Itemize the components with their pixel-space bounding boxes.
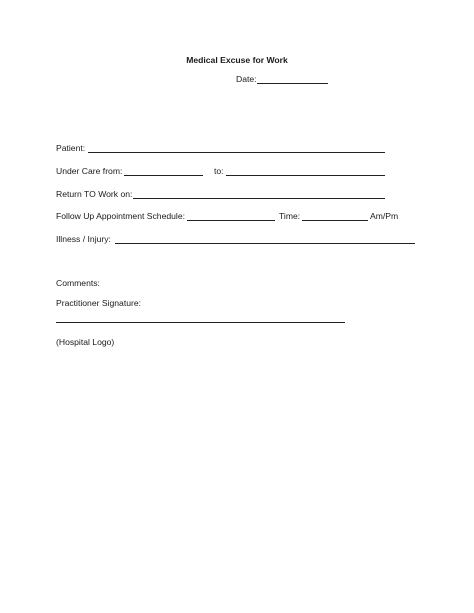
return-to-work-label: Return TO Work on: [56, 189, 133, 199]
signature-line[interactable] [56, 322, 345, 323]
illness-label: Illness / Injury: [56, 234, 111, 244]
time-line[interactable] [302, 220, 368, 221]
date-line[interactable] [257, 83, 328, 84]
illness-line[interactable] [115, 243, 415, 244]
hospital-logo-placeholder: (Hospital Logo) [56, 337, 115, 347]
under-care-from-line[interactable] [124, 175, 203, 176]
return-to-work-line[interactable] [133, 198, 385, 199]
form-title: Medical Excuse for Work [186, 55, 288, 65]
to-label: to: [214, 166, 224, 176]
practitioner-signature-label: Practitioner Signature: [56, 298, 142, 308]
ampm-label: Am/Pm [370, 211, 399, 221]
comments-label: Comments: [56, 278, 100, 288]
follow-up-date-line[interactable] [187, 220, 275, 221]
under-care-from-label: Under Care from: [56, 166, 123, 176]
patient-label: Patient: [56, 143, 86, 153]
under-care-to-line[interactable] [226, 175, 385, 176]
time-label: Time: [279, 211, 301, 221]
patient-line[interactable] [88, 152, 385, 153]
follow-up-label: Follow Up Appointment Schedule: [56, 211, 185, 221]
date-label: Date: [236, 74, 257, 84]
